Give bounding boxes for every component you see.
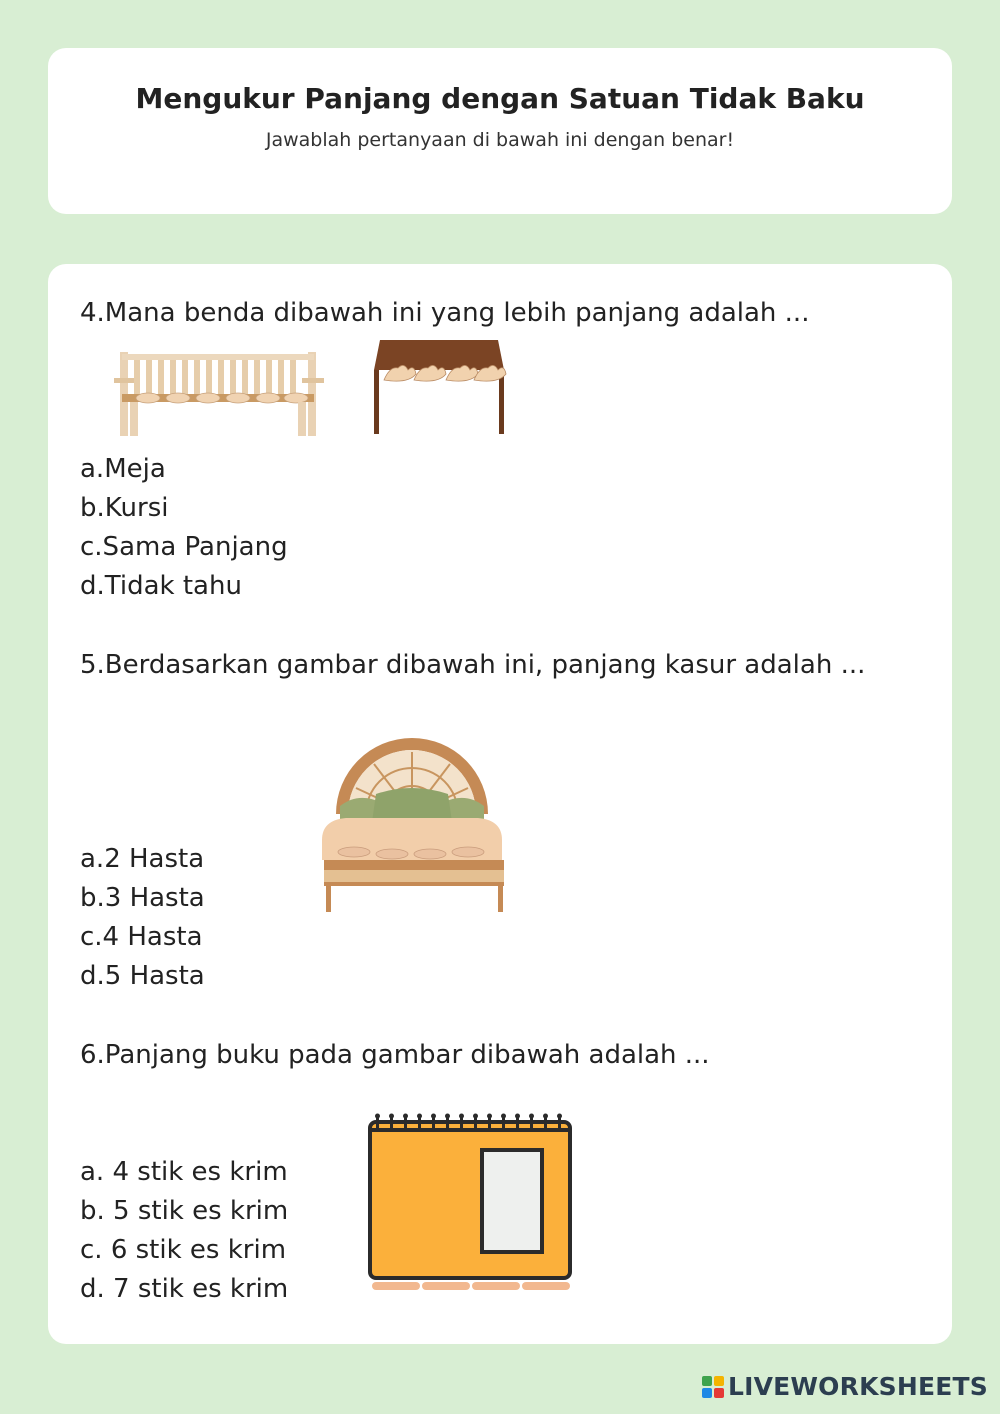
- liveworksheets-logo-icon: [702, 1376, 724, 1398]
- footer-brand-text: LIVEWORKSHEETS: [727, 1372, 988, 1401]
- footer-brand[interactable]: [702, 1372, 988, 1401]
- question-6-option-d[interactable]: d. 7 stik es krim: [80, 1274, 289, 1304]
- bed-image: [314, 728, 510, 914]
- question-4-option-c[interactable]: c.Sama Panjang: [80, 532, 288, 562]
- question-5-option-c[interactable]: c.4 Hasta: [80, 922, 203, 952]
- page-title: Mengukur Panjang dengan Satuan Tidak Baku: [135, 82, 865, 115]
- question-4-option-a[interactable]: a.Meja: [80, 454, 166, 484]
- book-image: [364, 1112, 578, 1294]
- question-5-option-b[interactable]: b.3 Hasta: [80, 883, 205, 913]
- question-5-text: 5.Berdasarkan gambar dibawah ini, panjang kasur adalah ...: [80, 650, 866, 680]
- question-6-option-a[interactable]: a. 4 stik es krim: [80, 1157, 288, 1187]
- questions-card: [48, 264, 952, 1344]
- question-4-option-b[interactable]: b.Kursi: [80, 493, 169, 523]
- question-6-text: 6.Panjang buku pada gambar dibawah adalah ...: [80, 1040, 710, 1070]
- question-4-option-d[interactable]: d.Tidak tahu: [80, 571, 242, 601]
- page-subtitle: Jawablah pertanyaan di bawah ini dengan benar!: [265, 129, 735, 151]
- question-5-option-a[interactable]: a.2 Hasta: [80, 844, 205, 874]
- header-card: [48, 48, 952, 214]
- question-5-option-d[interactable]: d.5 Hasta: [80, 961, 205, 991]
- table-image: [370, 340, 510, 436]
- question-6-option-c[interactable]: c. 6 stik es krim: [80, 1235, 287, 1265]
- question-6-option-b[interactable]: b. 5 stik es krim: [80, 1196, 289, 1226]
- bench-image: [110, 348, 340, 438]
- question-4-text: 4.Mana benda dibawah ini yang lebih panjang adalah ...: [80, 298, 810, 328]
